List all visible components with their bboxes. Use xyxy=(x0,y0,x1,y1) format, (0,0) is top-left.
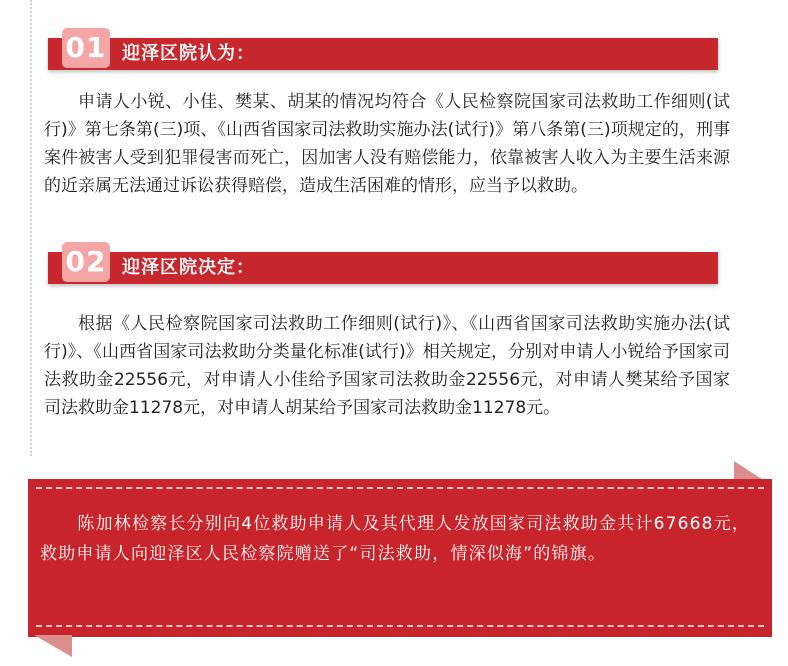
highlight-box xyxy=(28,479,772,637)
section-header-2 xyxy=(48,245,718,284)
section-title-2: 迎泽区院决定： xyxy=(122,257,255,278)
highlight-text: 陈加林检察长分别向4位救助申请人及其代理人发放国家司法救助金共计67668元，救助申请人向迎泽区人民检察院赠送了“司法救助，情深似海”的锦旗。 xyxy=(40,514,751,564)
dashed-border-bottom xyxy=(36,625,764,627)
section-title-1: 迎泽区院认为： xyxy=(122,43,255,64)
left-dotted-guide xyxy=(30,0,32,456)
section-number-badge-1: 01 xyxy=(62,28,110,68)
section-paragraph-2: 根据《人民检察院国家司法救助工作细则(试行)》、《山西省国家司法救助实施办法(试行)》、《山西省国家司法救助分类量化标准(试行)》相关规定，分别对申请人小锐给予国家司法救助金22556元，对申请人小佳给予国家司法救助金22556元，对申请人樊某给予国家司法救助金11278元，对申请人胡某给予国家司法救助金11278元。 xyxy=(44,314,730,418)
dashed-border-top xyxy=(36,487,764,489)
section-header-1 xyxy=(48,31,718,70)
ribbon-fold-bottom xyxy=(34,635,72,657)
section-paragraph-1: 申请人小锐、小佳、樊某、胡某的情况均符合《人民检察院国家司法救助工作细则(试行)》第七条第(三)项、《山西省国家司法救助实施办法(试行)》第八条第(三)项规定的，刑事案件被害人受到犯罪侵害而死亡，因加害人没有赔偿能力，依靠被害人收入为主要生活来源的近亲属无法通过诉讼获得赔偿，造成生活困难的情形，应当予以救助。 xyxy=(44,92,730,196)
section-number-badge-2: 02 xyxy=(62,242,110,282)
